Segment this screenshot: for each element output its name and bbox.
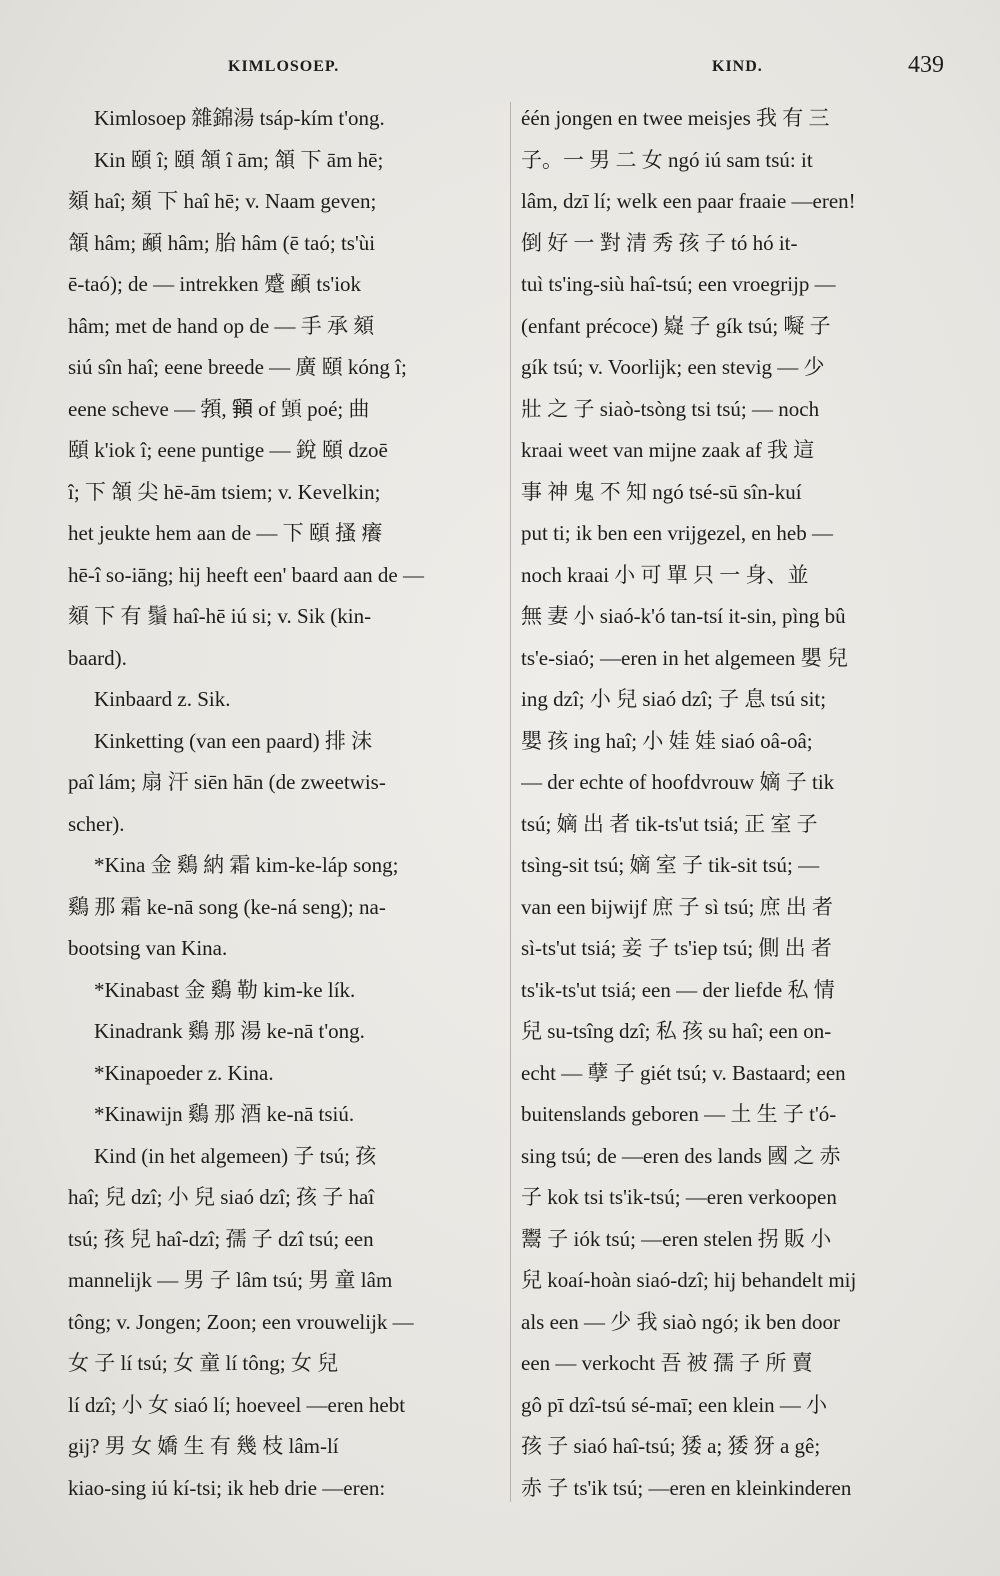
text-line: put ti; ik ben een vrijgezel, en heb — [521,521,833,545]
running-head-left: KIMLOSOEP. [228,58,340,75]
text-line: tsú; 孩 兒 haî-dzî; 孺 子 dzî tsú; een [68,1226,374,1251]
text-line: — der echte of hoofdvrouw 嫡 子 tik [521,770,835,794]
text-line: 嬰 孩 ing haî; 小 娃 娃 siaó oâ-oâ; [521,728,813,753]
text-line: î; 下 頷 尖 hē-ām tsiem; v. Kevelkin; [68,479,381,504]
text-line: Kinketting (van een paard) 排 沫 [94,728,373,753]
text-line: *Kina 金 鷄 納 霜 kim-ke-láp song; [94,853,399,877]
text-line: tsìng-sit tsú; 嫡 室 子 tik-sit tsú; — [521,853,820,877]
text-line: 鬻 子 iók tsú; —eren stelen 拐 販 小 [521,1226,832,1251]
text-line: het jeukte hem aan de — 下 頤 搔 癢 [68,521,383,545]
text-line: 兒 koaí-hoàn siaó-dzî; hij behandelt mij [521,1268,857,1292]
left-column [68,98,500,1509]
text-line: tuì ts'ing-siù haî-tsú; een vroegrijp — [521,272,836,296]
text-line: 事 神 鬼 不 知 ngó tsé-sū sîn-kuí [521,479,802,504]
text-line: ts'ik-ts'ut tsiá; een — der liefde 私 情 [521,977,835,1002]
text-line: 頤 k'iok î; eene puntige — 銳 頤 dzoē [68,438,388,462]
text-line: buitenslands geboren — 土 生 子 t'ó- [521,1102,837,1126]
text-line: 倒 好 一 對 清 秀 孩 子 tó hó it- [521,230,798,255]
text-line: kraai weet van mijne zaak af 我 這 [521,438,815,462]
text-line: 頦 haî; 頦 下 haî hē; v. Naam geven; [68,189,377,213]
text-line: noch kraai 小 可 單 只 一 身、並 [521,562,809,587]
running-head-center: KIND. [712,58,763,75]
column-divider [510,102,511,1502]
text-line: van een bijwijf 庶 子 sì tsú; 庶 出 者 [521,894,834,919]
text-line: 無 妻 小 siaó-k'ó tan-tsí it-sin, pìng bû [521,604,846,628]
text-line: Kin 頤 î; 頤 頷 î ām; 頷 下 ām hē; [94,147,384,172]
text-line: een — verkocht 吾 被 孺 子 所 賣 [521,1351,813,1375]
text-line: 鷄 那 霜 ke-nā song (ke-ná seng); na- [68,894,386,919]
text-line: 子 kok tsi ts'ik-tsú; —eren verkoopen [521,1185,837,1209]
text-line: 壯 之 子 siaò-tsòng tsi tsú; — noch [521,396,820,421]
text-line: sì-ts'ut tsiá; 妾 子 ts'iep tsú; 側 出 者 [521,936,832,960]
text-line: scher). [68,811,125,836]
text-line: hē-î so-iāng; hij heeft een' baard aan de — [68,562,424,587]
text-line: hâm; met de hand op de — 手 承 頦 [68,313,375,338]
text-line: 頦 下 有 鬚 haî-hē iú si; v. Sik (kin- [68,604,372,628]
text-line: Kind (in het algemeen) 子 tsú; 孩 [94,1143,377,1168]
text-line: *Kinabast 金 鷄 勒 kim-ke lík. [94,977,356,1002]
text-line: Kimlosoep 雜錦湯 tsáp-kím t'ong. [94,106,385,130]
text-line: als een — 少 我 siaò ngó; ik ben door [521,1309,841,1334]
page-number: 439 [908,52,944,78]
text-line: tông; v. Jongen; Zoon; een vrouwelijk — [68,1309,414,1334]
text-line: 兒 su-tsîng dzî; 私 孩 su haî; een on- [521,1019,832,1043]
text-line: baard). [68,645,127,670]
text-line: 子。一 男 二 女 ngó iú sam tsú: it [521,147,813,172]
text-line: lâm, dzī lí; welk een paar fraaie —eren! [521,189,856,213]
text-line: ē-taó); de — intrekken 蹙 顄 ts'iok [68,272,362,296]
text-line: tsú; 嫡 出 者 tik-ts'ut tsiá; 正 室 子 [521,811,818,836]
text-line: siú sîn haî; eene breede — 廣 頤 kóng î; [68,355,407,379]
text-line: 女 子 lí tsú; 女 童 lí tông; 女 兒 [68,1351,339,1375]
text-line: ts'e-siaó; —eren in het algemeen 嬰 兒 [521,645,848,670]
text-line: *Kinapoeder z. Kina. [94,1060,274,1085]
text-line: 赤 子 ts'ik tsú; —eren en kleinkinderen [521,1475,852,1500]
text-line: mannelijk — 男 子 lâm tsú; 男 童 lâm [68,1268,393,1292]
text-line: sing tsú; de —eren des lands 國 之 赤 [521,1143,841,1168]
text-line: gij? 男 女 嬌 生 有 幾 枝 lâm-lí [68,1434,339,1458]
text-line: Kinbaard z. Sik. [94,687,231,711]
text-line: eene scheve — 𩓐, 𩓞 of 𩔇 poé; 曲 [68,396,370,421]
text-line: haî; 兒 dzî; 小 兒 siaó dzî; 孩 子 haî [68,1185,375,1209]
text-line: kiao-sing iú kí-tsi; ik heb drie —eren: [68,1475,386,1500]
text-line: *Kinawijn 鷄 那 酒 ke-nā tsiú. [94,1102,355,1126]
text-line: één jongen en twee meisjes 我 有 三 [521,106,830,130]
text-line: ing dzî; 小 兒 siaó dzî; 子 息 tsú sit; [521,687,827,711]
text-line: (enfant précoce) 嶷 子 gík tsú; 㘈 子 [521,313,831,338]
text-line: paî lám; 扇 汗 siēn hān (de zweetwis- [68,770,386,794]
text-line: gô pī dzî-tsú sé-maī; een klein — 小 [521,1392,828,1417]
text-line: 頷 hâm; 顄 hâm; 胎 hâm (ē taó; ts'ùi [68,230,376,255]
text-line: lí dzî; 小 女 siaó lí; hoeveel —eren hebt [68,1392,406,1417]
text-line: bootsing van Kina. [68,936,228,960]
running-head [0,52,1000,92]
text-line: echt — 孽 子 giét tsú; v. Bastaard; een [521,1060,846,1085]
text-line: Kinadrank 鷄 那 湯 ke-nā t'ong. [94,1019,365,1043]
text-line: 孩 子 siaó haî-tsú; 㹻 a; 㹻 犽 a gê; [521,1434,821,1458]
right-column [521,98,951,1509]
text-line: gík tsú; v. Voorlijk; een stevig — 少 [521,355,825,379]
